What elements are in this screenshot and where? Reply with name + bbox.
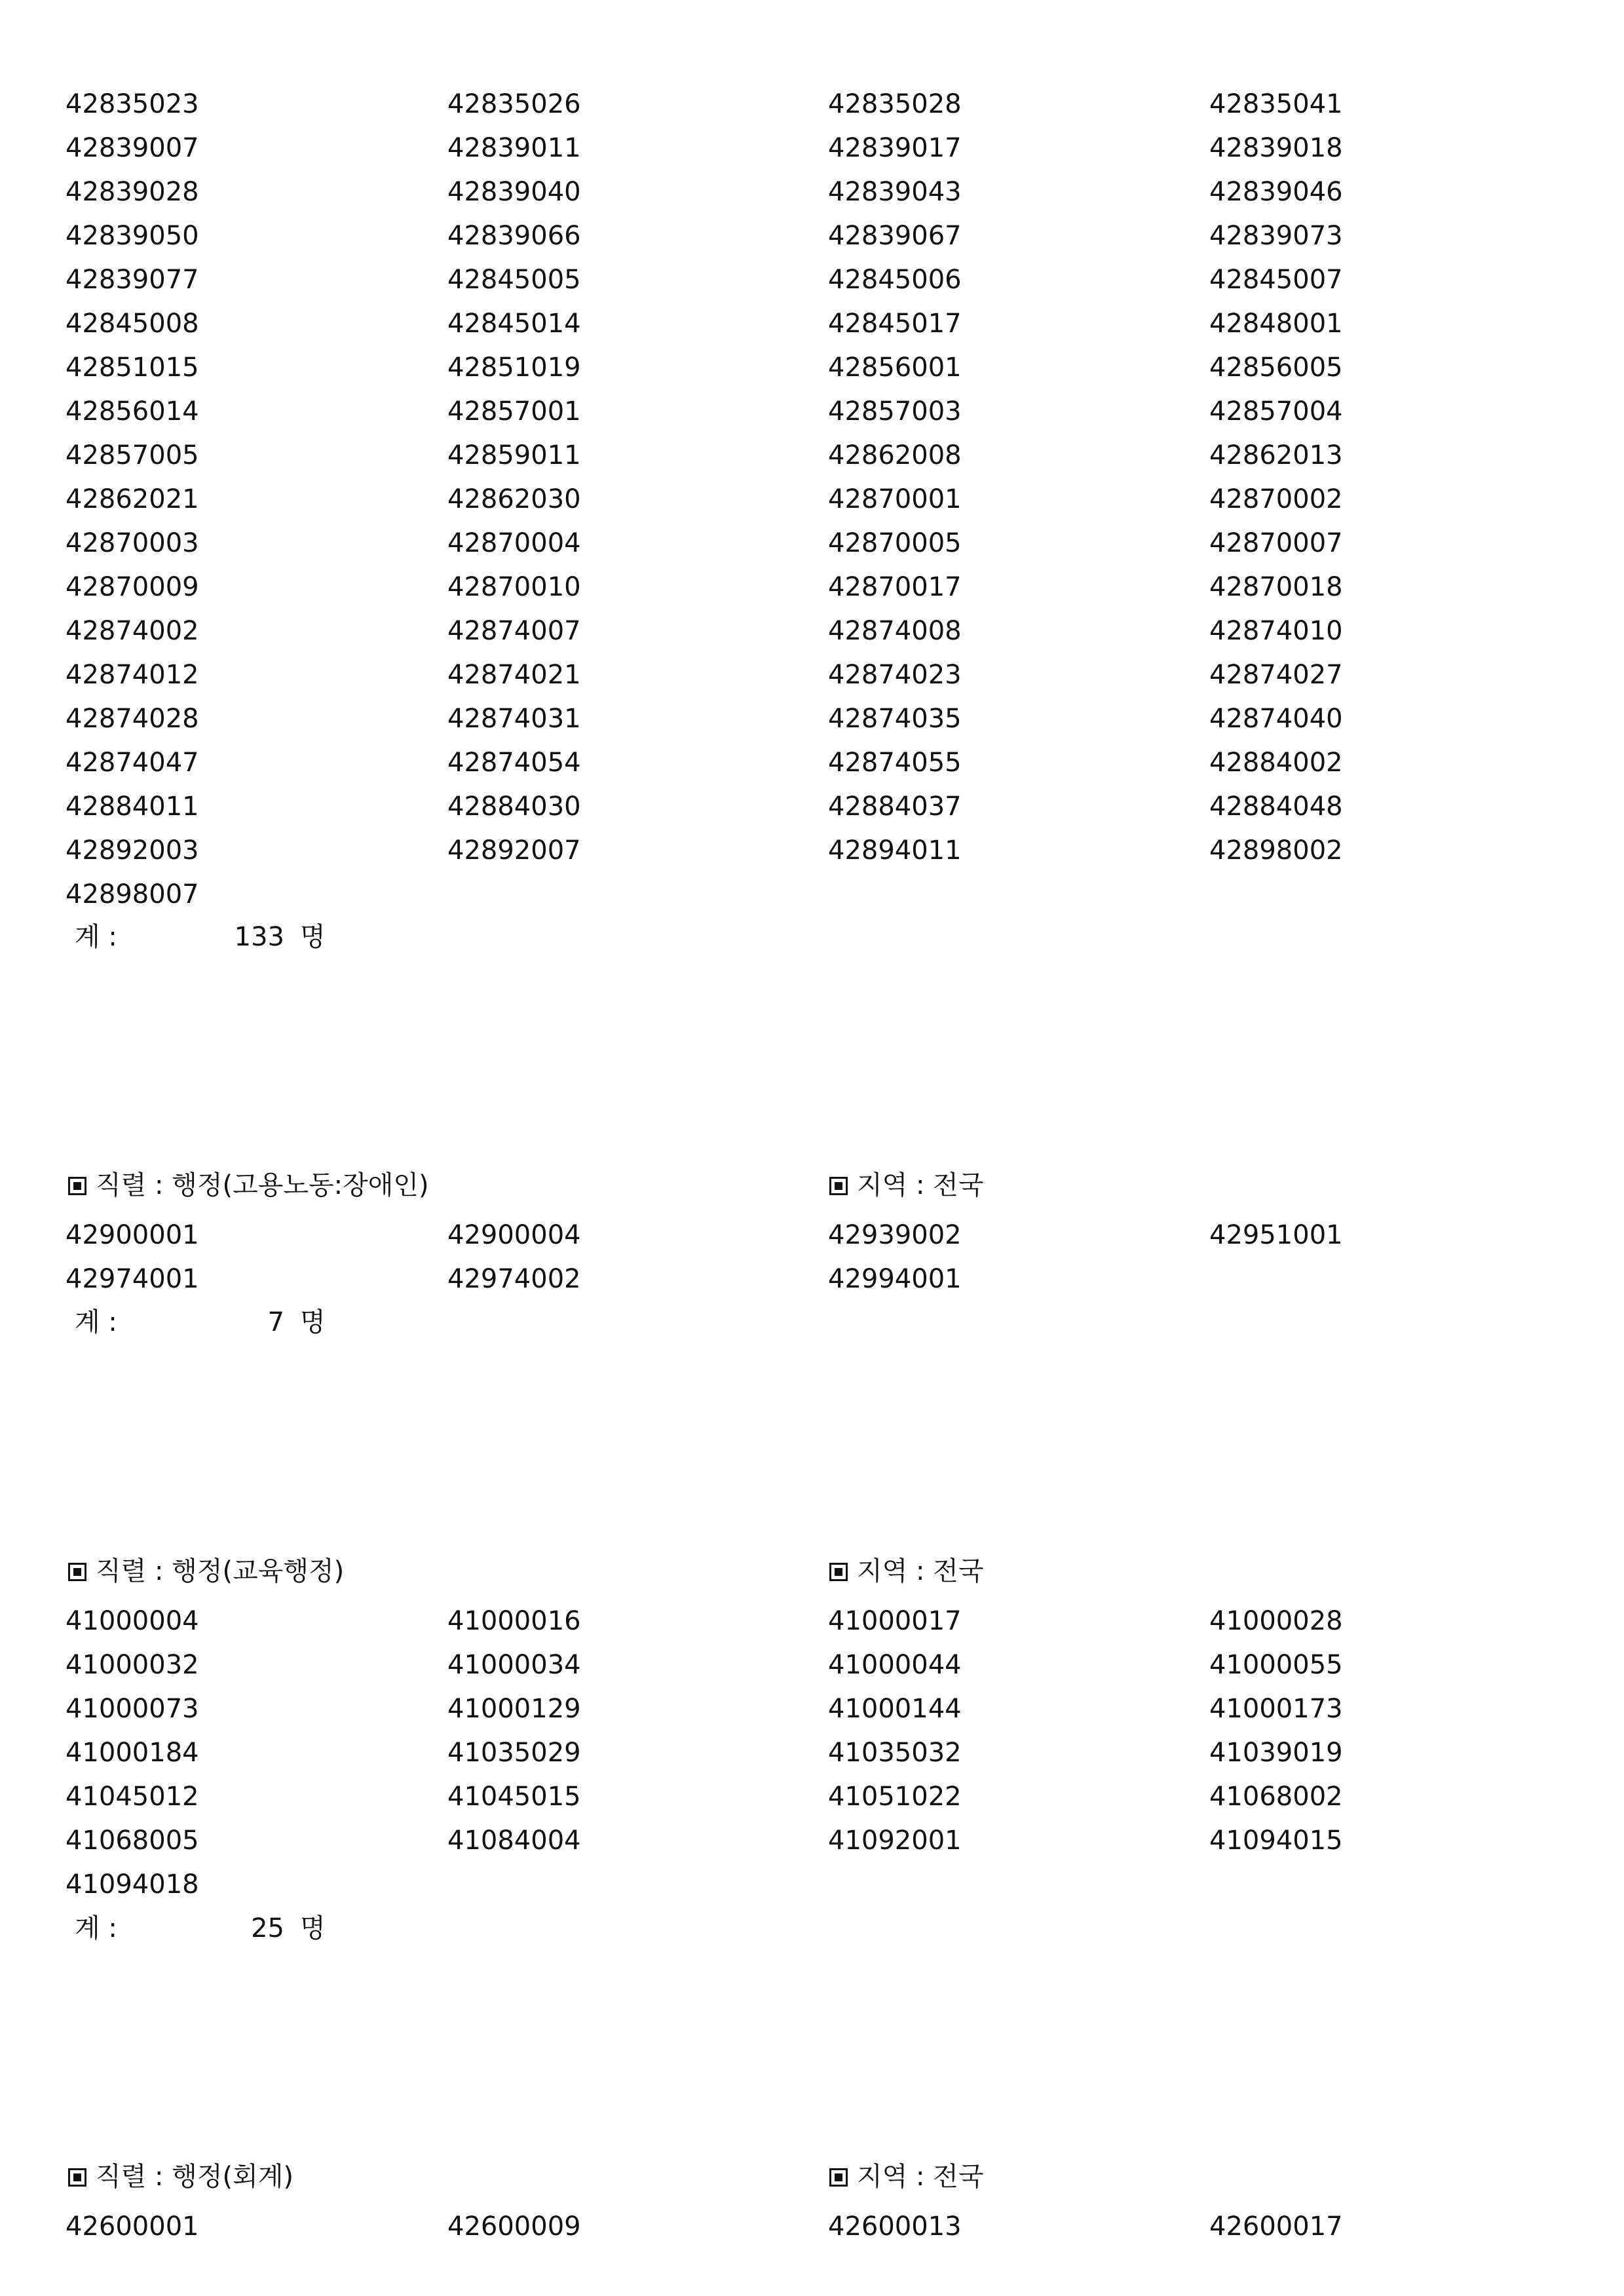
id-number-cell: 42862008 <box>828 440 962 470</box>
id-number-cell: 42884030 <box>447 792 581 822</box>
job-label: 직렬 : 행정(교육행정) <box>96 1556 345 1586</box>
id-number-cell: 42900004 <box>447 1220 581 1250</box>
square-bullet-icon <box>829 1563 848 1581</box>
id-number-cell: 41068005 <box>66 1826 199 1856</box>
id-number-cell: 41000184 <box>66 1738 199 1768</box>
id-number-cell: 42874027 <box>1209 660 1343 690</box>
id-number-cell: 42600001 <box>66 2211 199 2242</box>
total-section2 <box>75 1907 326 1951</box>
id-number-cell: 41084004 <box>447 1826 581 1856</box>
id-number-cell: 42851015 <box>66 353 199 383</box>
id-number-cell: 42874054 <box>447 748 581 778</box>
id-number-cell: 42870009 <box>66 572 199 602</box>
id-number-cell: 41039019 <box>1209 1738 1343 1768</box>
id-number-cell: 42994001 <box>828 1264 962 1294</box>
id-number-cell: 42870002 <box>1209 484 1343 514</box>
id-number-cell: 42839011 <box>447 133 581 163</box>
id-number-cell: 42874035 <box>828 704 962 734</box>
id-number-cell: 42862013 <box>1209 440 1343 470</box>
id-number-cell: 41000028 <box>1209 1606 1343 1636</box>
number-grid-section2 <box>66 1599 1591 1907</box>
id-number-cell: 42857003 <box>828 396 962 427</box>
id-number-cell: 42839077 <box>66 265 199 295</box>
job-heading-section2 <box>68 1550 344 1594</box>
id-number-cell: 42870010 <box>447 572 581 602</box>
region-heading-section2 <box>829 1550 983 1594</box>
id-number-cell: 42874021 <box>447 660 581 690</box>
id-number-cell: 42892003 <box>66 835 199 866</box>
id-number-cell: 42894011 <box>828 835 962 866</box>
id-number-cell: 41000032 <box>66 1650 199 1680</box>
id-number-cell: 42974001 <box>66 1264 199 1294</box>
job-label: 직렬 : 행정(고용노동:장애인) <box>96 1170 429 1200</box>
id-number-cell: 42870005 <box>828 528 962 558</box>
id-number-cell: 42839046 <box>1209 177 1343 207</box>
id-number-cell: 42839073 <box>1209 221 1343 251</box>
total-section0 <box>75 915 326 959</box>
id-number-cell: 42600013 <box>828 2211 962 2242</box>
id-number-cell: 42870018 <box>1209 572 1343 602</box>
id-number-cell: 42892007 <box>447 835 581 866</box>
total-unit: 명 <box>300 922 326 952</box>
id-number-cell: 41000144 <box>828 1694 962 1724</box>
id-number-cell: 41068002 <box>1209 1782 1343 1812</box>
id-number-cell: 42845014 <box>447 309 581 339</box>
id-number-cell: 42974002 <box>447 1264 581 1294</box>
id-number-cell: 42835023 <box>66 89 199 119</box>
id-number-cell <box>828 1863 1209 1907</box>
id-number-cell: 41000129 <box>447 1694 581 1724</box>
id-number-cell: 41045012 <box>66 1782 199 1812</box>
id-number-cell: 41094015 <box>1209 1826 1343 1856</box>
id-number-cell <box>828 873 1209 917</box>
id-number-cell: 42870003 <box>66 528 199 558</box>
id-number-cell: 41000173 <box>1209 1694 1343 1724</box>
id-number-cell <box>1209 1863 1591 1907</box>
id-number-cell: 41035032 <box>828 1738 962 1768</box>
job-heading-section3 <box>68 2155 293 2199</box>
id-number-cell: 42939002 <box>828 1220 962 1250</box>
id-number-cell: 42874055 <box>828 748 962 778</box>
id-number-cell: 42874031 <box>447 704 581 734</box>
id-number-cell: 42839067 <box>828 221 962 251</box>
id-number-cell: 42856005 <box>1209 353 1343 383</box>
id-number-cell: 42898007 <box>66 879 199 909</box>
id-number-cell: 42600017 <box>1209 2211 1343 2242</box>
total-count: 7 <box>267 1307 284 1337</box>
id-number-cell: 42600009 <box>447 2211 581 2242</box>
id-number-cell: 42845008 <box>66 309 199 339</box>
id-number-cell: 42870001 <box>828 484 962 514</box>
total-section1 <box>75 1301 326 1345</box>
id-number-cell: 42857004 <box>1209 396 1343 427</box>
id-number-cell: 42874047 <box>66 748 199 778</box>
id-number-cell: 42839043 <box>828 177 962 207</box>
square-bullet-icon <box>829 1177 848 1195</box>
id-number-cell: 42874023 <box>828 660 962 690</box>
id-number-cell: 42870004 <box>447 528 581 558</box>
id-number-cell: 42898002 <box>1209 835 1343 866</box>
id-number-cell: 42884002 <box>1209 748 1343 778</box>
id-number-cell: 42839007 <box>66 133 199 163</box>
id-number-cell: 42845006 <box>828 265 962 295</box>
id-number-cell: 42845017 <box>828 309 962 339</box>
id-number-cell: 42884048 <box>1209 792 1343 822</box>
id-number-cell: 41000004 <box>66 1606 199 1636</box>
id-number-cell: 42835026 <box>447 89 581 119</box>
number-grid-section3 <box>66 2205 1591 2249</box>
region-label: 지역 : 전국 <box>857 2162 984 2192</box>
id-number-cell: 42856001 <box>828 353 962 383</box>
id-number-cell: 41051022 <box>828 1782 962 1812</box>
id-number-cell: 41092001 <box>828 1826 962 1856</box>
id-number-cell <box>447 1863 828 1907</box>
total-count: 25 <box>251 1913 284 1943</box>
id-number-cell: 41000055 <box>1209 1650 1343 1680</box>
id-number-cell: 42856014 <box>66 396 199 427</box>
id-number-cell: 42851019 <box>447 353 581 383</box>
id-number-cell: 42874010 <box>1209 616 1343 646</box>
id-number-cell: 42845007 <box>1209 265 1343 295</box>
job-label: 직렬 : 행정(회계) <box>96 2162 293 2192</box>
id-number-cell <box>1209 1257 1591 1301</box>
id-number-cell: 42884037 <box>828 792 962 822</box>
job-heading-section1 <box>68 1164 429 1208</box>
square-bullet-icon <box>68 2168 86 2187</box>
square-bullet-icon <box>68 1563 86 1581</box>
square-bullet-icon <box>68 1177 86 1195</box>
id-number-cell: 42870007 <box>1209 528 1343 558</box>
id-number-cell <box>447 873 828 917</box>
id-number-cell: 42845005 <box>447 265 581 295</box>
id-number-cell: 42900001 <box>66 1220 199 1250</box>
id-number-cell: 41035029 <box>447 1738 581 1768</box>
id-number-cell: 42874040 <box>1209 704 1343 734</box>
id-number-cell: 42862030 <box>447 484 581 514</box>
id-number-cell: 42859011 <box>447 440 581 470</box>
id-number-cell: 41000016 <box>447 1606 581 1636</box>
id-number-cell: 42835028 <box>828 89 962 119</box>
id-number-cell: 41045015 <box>447 1782 581 1812</box>
id-number-cell: 42839018 <box>1209 133 1343 163</box>
total-label: 계 : <box>75 922 117 952</box>
id-number-cell: 42839040 <box>447 177 581 207</box>
id-number-cell: 41094018 <box>66 1869 199 1900</box>
id-number-cell: 42874012 <box>66 660 199 690</box>
id-number-cell: 42874008 <box>828 616 962 646</box>
total-unit: 명 <box>300 1913 326 1943</box>
region-label: 지역 : 전국 <box>857 1170 984 1200</box>
id-number-cell: 42857001 <box>447 396 581 427</box>
id-number-cell: 41000044 <box>828 1650 962 1680</box>
region-heading-section1 <box>829 1164 983 1208</box>
id-number-cell: 42874007 <box>447 616 581 646</box>
id-number-cell <box>1209 873 1591 917</box>
id-number-cell: 42839066 <box>447 221 581 251</box>
region-heading-section3 <box>829 2155 983 2199</box>
total-count: 133 <box>234 922 284 952</box>
id-number-cell: 41000017 <box>828 1606 962 1636</box>
id-number-cell: 42862021 <box>66 484 199 514</box>
total-unit: 명 <box>300 1307 326 1337</box>
id-number-cell: 42874028 <box>66 704 199 734</box>
id-number-cell: 42839050 <box>66 221 199 251</box>
id-number-cell: 42874002 <box>66 616 199 646</box>
number-grid-section0 <box>66 83 1591 917</box>
id-number-cell: 42884011 <box>66 792 199 822</box>
id-number-cell: 41000073 <box>66 1694 199 1724</box>
id-number-cell: 42951001 <box>1209 1220 1343 1250</box>
id-number-cell: 41000034 <box>447 1650 581 1680</box>
id-number-cell: 42835041 <box>1209 89 1343 119</box>
square-bullet-icon <box>829 2168 848 2187</box>
id-number-cell: 42848001 <box>1209 309 1343 339</box>
total-label: 계 : <box>75 1913 117 1943</box>
region-label: 지역 : 전국 <box>857 1556 984 1586</box>
id-number-cell: 42839017 <box>828 133 962 163</box>
id-number-cell: 42839028 <box>66 177 199 207</box>
id-number-cell: 42870017 <box>828 572 962 602</box>
total-label: 계 : <box>75 1307 117 1337</box>
number-grid-section1 <box>66 1214 1591 1301</box>
id-number-cell: 42857005 <box>66 440 199 470</box>
